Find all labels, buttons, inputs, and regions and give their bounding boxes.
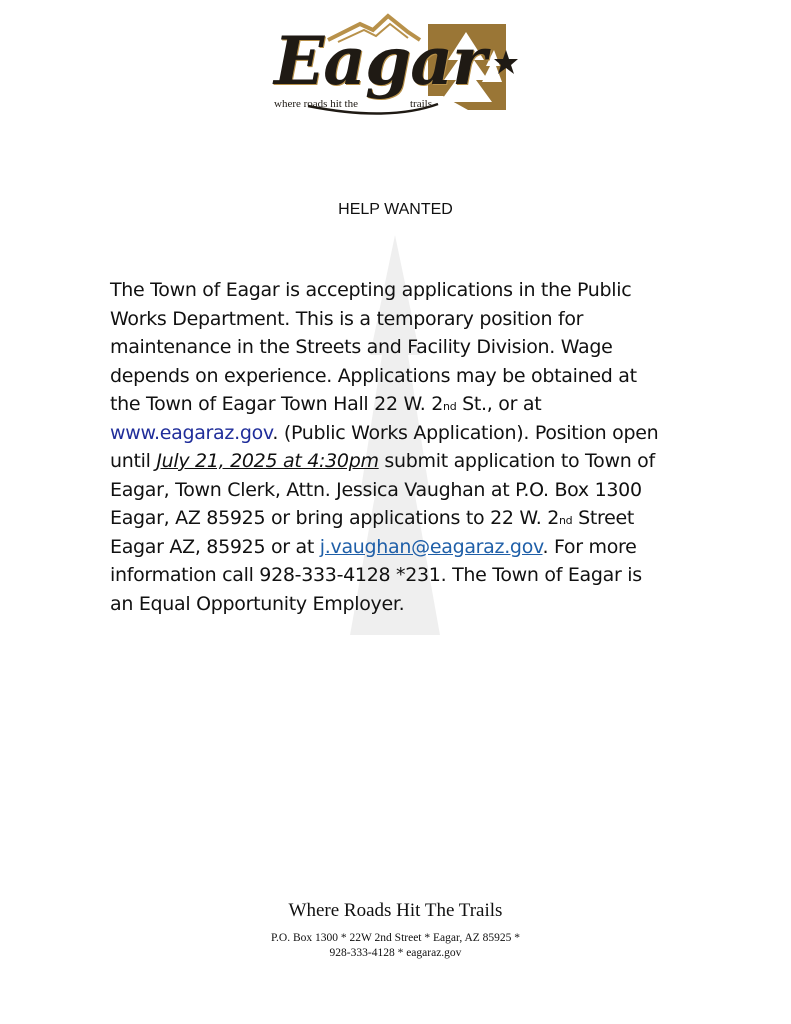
body-line: information call 928-333-4128 *231. The Town of Eagar is bbox=[110, 564, 642, 586]
page-title: HELP WANTED bbox=[338, 201, 453, 218]
footer-slogan: Where Roads Hit The Trails bbox=[288, 900, 503, 921]
application-deadline: July 21, 2025 at 4:30pm bbox=[156, 450, 379, 472]
body-line: Eagar, Town Clerk, Attn. Jessica Vaughan at P.O. Box 1300 bbox=[110, 478, 642, 501]
body-line: depends on experience. Applications may be obtained at bbox=[110, 364, 637, 387]
body-line: Works Department. This is a temporary position for bbox=[110, 307, 584, 330]
logo-wordmark: Eagar bbox=[274, 22, 486, 100]
footer-contact: 928-333-4128 * eagaraz.gov bbox=[329, 947, 462, 959]
body-line: The Town of Eagar is accepting applications in the Public bbox=[110, 279, 632, 301]
body-line: the Town of Eagar Town Hall 22 W. 2nd St., or at bbox=[110, 393, 542, 415]
logo-tagline: where roads hit the bbox=[274, 98, 358, 110]
logo-tagline-end: trails bbox=[410, 98, 432, 110]
footer-address: P.O. Box 1300 * 22W 2nd Street * Eagar, AZ 85925 * bbox=[270, 932, 521, 944]
body-line: until July 21, 2025 at 4:30pm submit application to Town of bbox=[110, 450, 655, 472]
body-line: Eagar, AZ 85925 or bring applications to 22 W. 2nd Street bbox=[110, 507, 635, 529]
email-link[interactable]: j.vaughan@eagaraz.gov bbox=[319, 535, 543, 558]
body-line: Eagar AZ, 85925 or at j.vaughan@eagaraz.gov. For more bbox=[110, 535, 637, 558]
website-link[interactable]: www.eagaraz.gov bbox=[110, 421, 273, 444]
body-line: www.eagaraz.gov. (Public Works Application). Position open bbox=[110, 421, 659, 444]
body-line: an Equal Opportunity Employer. bbox=[110, 592, 405, 615]
body-line: maintenance in the Streets and Facility Division. Wage bbox=[110, 336, 613, 358]
eagar-logo bbox=[268, 10, 518, 126]
announcement-body bbox=[110, 276, 690, 618]
